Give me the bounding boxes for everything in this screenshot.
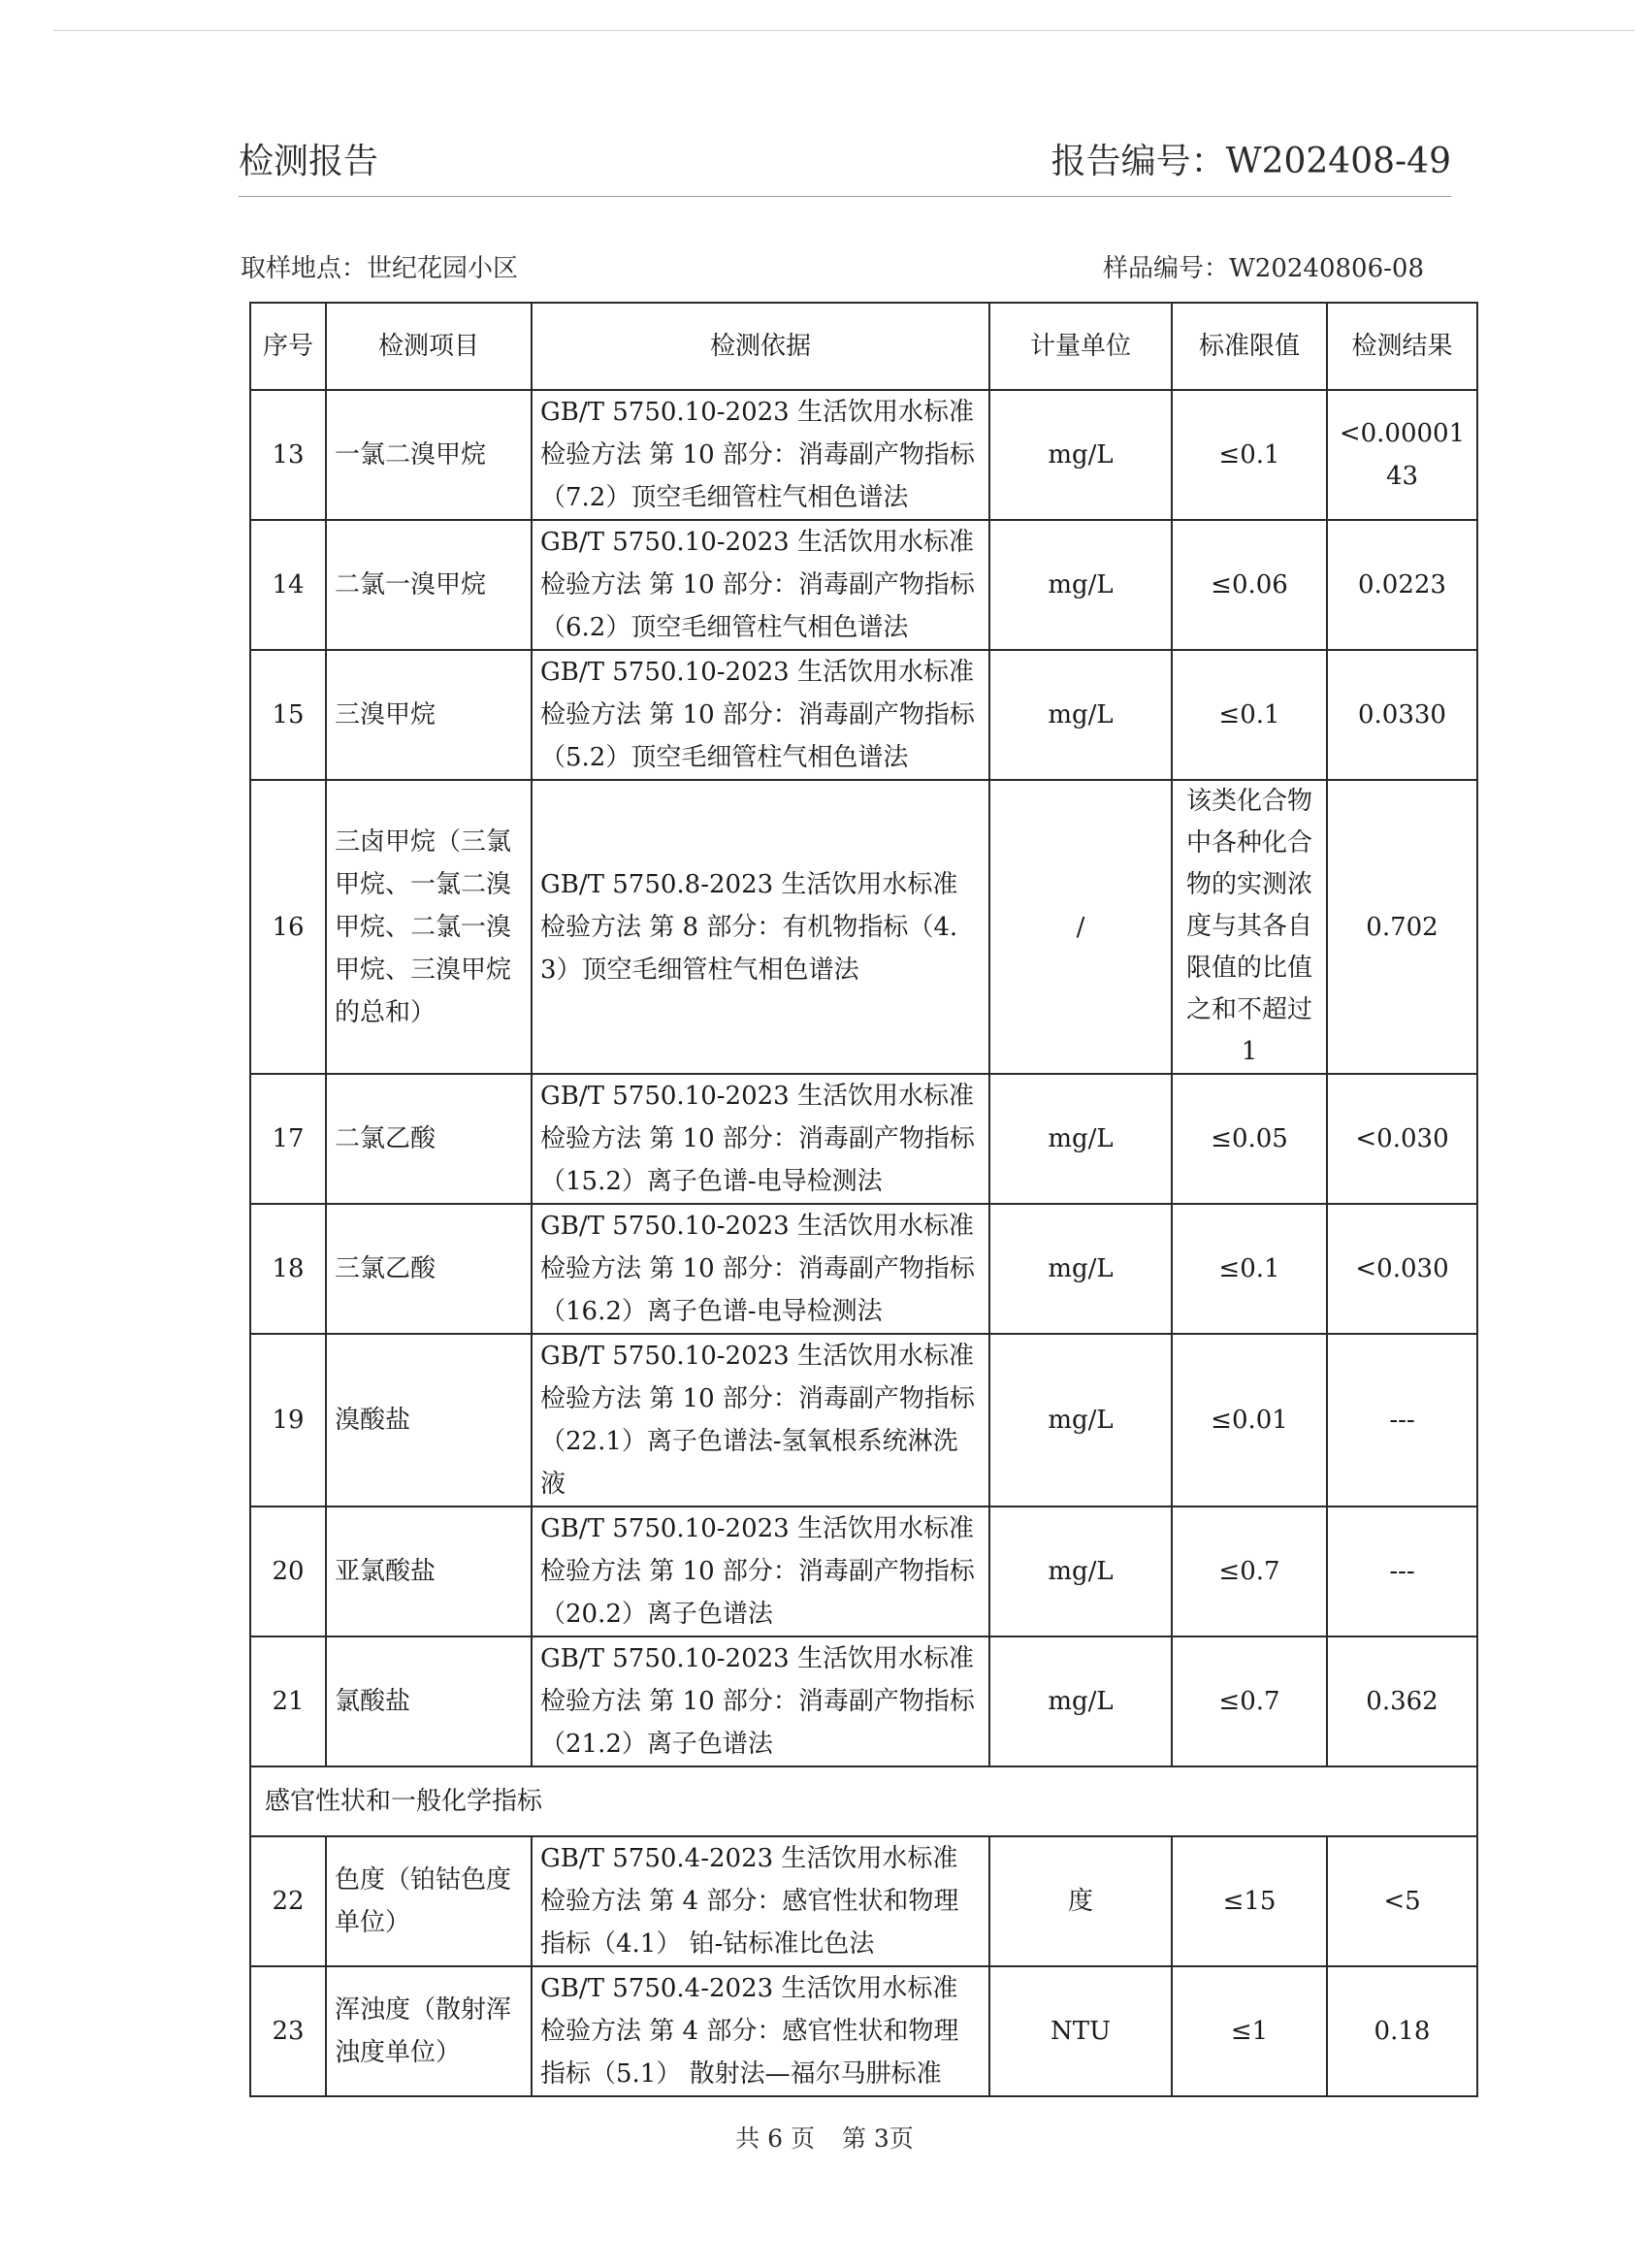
cell-unit: mg/L	[989, 1334, 1172, 1507]
cell-unit: mg/L	[989, 390, 1172, 520]
report-header	[239, 134, 1451, 192]
cell-item: 三氯乙酸	[326, 1204, 532, 1334]
table-row	[250, 1507, 1477, 1636]
col-header-result: 检测结果	[1327, 303, 1477, 390]
cell-basis: GB/T 5750.10-2023 生活饮用水标准检验方法 第 10 部分：消毒副产物指标（20.2）离子色谱法	[532, 1507, 989, 1636]
cell-basis: GB/T 5750.8-2023 生活饮用水标准检验方法 第 8 部分：有机物指标（4.3）顶空毛细管柱气相色谱法	[532, 780, 989, 1074]
cell-result: <0.0000143	[1327, 390, 1477, 520]
table-row	[250, 520, 1477, 650]
cell-unit: mg/L	[989, 1074, 1172, 1204]
table-row	[250, 1966, 1477, 2096]
cell-item: 三溴甲烷	[326, 650, 532, 780]
cell-no: 15	[250, 650, 326, 780]
report-title: 检测报告	[239, 142, 379, 181]
cell-unit: mg/L	[989, 520, 1172, 650]
cell-basis: GB/T 5750.4-2023 生活饮用水标准检验方法 第 4 部分：感官性状和物理指标（4.1） 铂-钴标准比色法	[532, 1836, 989, 1966]
cell-limit: 该类化合物中各种化合物的实测浓度与其各自限值的比值之和不超过1	[1172, 780, 1327, 1074]
cell-basis: GB/T 5750.10-2023 生活饮用水标准检验方法 第 10 部分：消毒副产物指标（6.2）顶空毛细管柱气相色谱法	[532, 520, 989, 650]
cell-unit: NTU	[989, 1966, 1172, 2096]
sample-number	[1103, 248, 1424, 284]
col-header-unit: 计量单位	[989, 303, 1172, 390]
cell-unit: mg/L	[989, 1636, 1172, 1766]
cell-basis: GB/T 5750.10-2023 生活饮用水标准检验方法 第 10 部分：消毒副产物指标（7.2）顶空毛细管柱气相色谱法	[532, 390, 989, 520]
cell-result: 0.362	[1327, 1636, 1477, 1766]
cell-result: 0.18	[1327, 1966, 1477, 2096]
cell-unit: mg/L	[989, 1507, 1172, 1636]
report-number-value: W202408-49	[1225, 142, 1451, 181]
col-header-no: 序号	[250, 303, 326, 390]
cell-item: 亚氯酸盐	[326, 1507, 532, 1636]
cell-unit: 度	[989, 1836, 1172, 1966]
col-header-limit: 标准限值	[1172, 303, 1327, 390]
cell-limit: ≤1	[1172, 1966, 1327, 2096]
page-total: 共 6 页	[735, 2124, 815, 2153]
cell-result: <0.030	[1327, 1074, 1477, 1204]
cell-basis: GB/T 5750.4-2023 生活饮用水标准检验方法 第 4 部分：感官性状和物理指标（5.1） 散射法—福尔马肼标准	[532, 1966, 989, 2096]
results-table	[249, 302, 1478, 2097]
cell-no: 20	[250, 1507, 326, 1636]
cell-limit: ≤15	[1172, 1836, 1327, 1966]
cell-result: 0.702	[1327, 780, 1477, 1074]
cell-item: 一氯二溴甲烷	[326, 390, 532, 520]
section-title: 感官性状和一般化学指标	[250, 1766, 1477, 1836]
header-divider	[239, 196, 1451, 197]
cell-basis: GB/T 5750.10-2023 生活饮用水标准检验方法 第 10 部分：消毒副产物指标（22.1）离子色谱法-氢氧根系统淋洗液	[532, 1334, 989, 1507]
cell-no: 23	[250, 1966, 326, 2096]
cell-item: 色度（铂钴色度单位）	[326, 1836, 532, 1966]
cell-item: 浑浊度（散射浑浊度单位）	[326, 1966, 532, 2096]
report-number-label: 报告编号：	[1051, 142, 1226, 181]
cell-no: 13	[250, 390, 326, 520]
sample-number-label: 样品编号：	[1103, 254, 1230, 283]
sample-number-value: W20240806-08	[1229, 254, 1424, 283]
scan-top-rule	[53, 30, 1634, 31]
cell-item: 氯酸盐	[326, 1636, 532, 1766]
cell-no: 19	[250, 1334, 326, 1507]
cell-basis: GB/T 5750.10-2023 生活饮用水标准检验方法 第 10 部分：消毒副产物指标（5.2）顶空毛细管柱气相色谱法	[532, 650, 989, 780]
table-row	[250, 1836, 1477, 1966]
cell-basis: GB/T 5750.10-2023 生活饮用水标准检验方法 第 10 部分：消毒副产物指标（15.2）离子色谱-电导检测法	[532, 1074, 989, 1204]
cell-no: 17	[250, 1074, 326, 1204]
cell-limit: ≤0.1	[1172, 650, 1327, 780]
cell-unit: mg/L	[989, 650, 1172, 780]
cell-result: ---	[1327, 1507, 1477, 1636]
report-number	[1051, 134, 1451, 183]
cell-unit: mg/L	[989, 1204, 1172, 1334]
cell-basis: GB/T 5750.10-2023 生活饮用水标准检验方法 第 10 部分：消毒副产物指标（21.2）离子色谱法	[532, 1636, 989, 1766]
cell-limit: ≤0.7	[1172, 1507, 1327, 1636]
table-row	[250, 780, 1477, 1074]
cell-no: 22	[250, 1836, 326, 1966]
cell-no: 16	[250, 780, 326, 1074]
sampling-location	[241, 248, 518, 284]
cell-item: 二氯一溴甲烷	[326, 520, 532, 650]
sampling-location-label: 取样地点：	[241, 254, 368, 283]
col-header-item: 检测项目	[326, 303, 532, 390]
page-footer	[0, 2120, 1649, 2155]
cell-unit: /	[989, 780, 1172, 1074]
cell-item: 二氯乙酸	[326, 1074, 532, 1204]
cell-limit: ≤0.1	[1172, 1204, 1327, 1334]
cell-limit: ≤0.1	[1172, 390, 1327, 520]
table-row	[250, 390, 1477, 520]
cell-result: <0.030	[1327, 1204, 1477, 1334]
cell-item: 三卤甲烷（三氯甲烷、一氯二溴甲烷、二氯一溴甲烷、三溴甲烷的总和）	[326, 780, 532, 1074]
cell-limit: ≤0.05	[1172, 1074, 1327, 1204]
table-row	[250, 1204, 1477, 1334]
table-row	[250, 1636, 1477, 1766]
cell-no: 14	[250, 520, 326, 650]
table-header-row	[250, 303, 1477, 390]
cell-limit: ≤0.01	[1172, 1334, 1327, 1507]
cell-result: 0.0330	[1327, 650, 1477, 780]
table-row	[250, 650, 1477, 780]
table-row	[250, 1074, 1477, 1204]
cell-no: 21	[250, 1636, 326, 1766]
col-header-basis: 检测依据	[532, 303, 989, 390]
cell-result: <5	[1327, 1836, 1477, 1966]
cell-limit: ≤0.06	[1172, 520, 1327, 650]
cell-limit: ≤0.7	[1172, 1636, 1327, 1766]
table-row	[250, 1334, 1477, 1507]
cell-item: 溴酸盐	[326, 1334, 532, 1507]
sampling-location-value: 世纪花园小区	[367, 254, 519, 283]
cell-basis: GB/T 5750.10-2023 生活饮用水标准检验方法 第 10 部分：消毒副产物指标（16.2）离子色谱-电导检测法	[532, 1204, 989, 1334]
cell-result: ---	[1327, 1334, 1477, 1507]
section-row	[250, 1766, 1477, 1836]
cell-result: 0.0223	[1327, 520, 1477, 650]
cell-no: 18	[250, 1204, 326, 1334]
sample-meta	[241, 248, 1424, 287]
page-current: 第 3页	[841, 2124, 914, 2153]
